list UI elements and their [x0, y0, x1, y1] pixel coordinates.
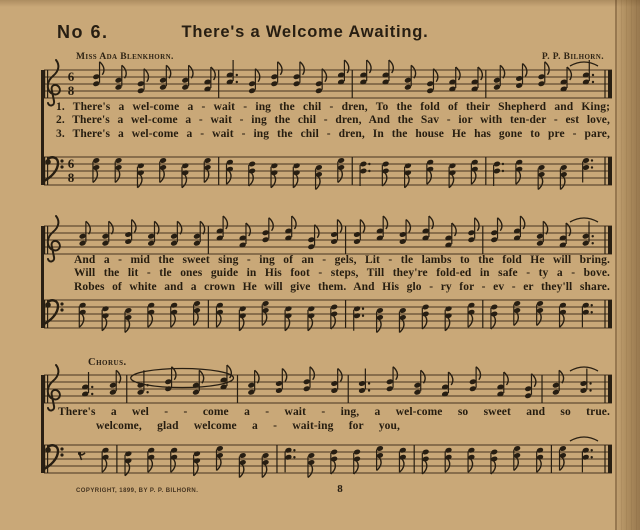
system-brace-3 [41, 375, 44, 473]
composer-credit: P. P. Bilhorn. [541, 52, 604, 62]
lyrics-chorus-2: welcome, glad welcome a - wait-ing for you, [96, 419, 400, 432]
lyrics-verse-1-cont: And a - mid the sweet sing - ing of an - gels, Lit - tle lambs to the fold He will bring. [74, 254, 610, 266]
lyrics-chorus-1: There's a wel - - come a - wait - ing, a wel-come so sweet and so true. [58, 406, 610, 418]
chorus-lyrics-line-1 [58, 406, 610, 419]
lyrics-verse-2-cont: Will the lit - tle ones guide in His foot - steps, Till they're fold-ed in safe - ty a - bove. [74, 267, 610, 280]
svg-text:8: 8 [67, 170, 75, 185]
chorus-lyrics-line-2 [96, 420, 400, 433]
lyrics-verse-3-cont: Robes of white and a crown He will give them. And His glo - ry for - ev - er they'll share. [74, 280, 610, 293]
svg-text:6: 6 [67, 156, 75, 171]
svg-text:6: 6 [67, 69, 75, 84]
lyrics-verse-2: 2. There's a wel-come a - wait - ing the chil - dren, And the Sav - ior with ten-der - est love, [56, 114, 610, 127]
lyrics-verse-3: 3. There's a wel-come a - wait - ing the chil - dren, In the house He has gone to pre - pare, [56, 127, 610, 140]
scan-top-shadow [0, 0, 640, 7]
staff-chorus-bass [38, 429, 618, 491]
svg-text:8: 8 [67, 83, 75, 98]
system-brace-2 [41, 226, 44, 328]
verse-lyrics-block-2 [74, 254, 610, 294]
lyrics-verse-1: 1. There's a wel-come a - wait - ing the chil - dren, To the fold of their Shepherd and King; [56, 101, 610, 113]
staff-verses-a-bass [38, 141, 618, 203]
page-number: 8 [337, 483, 343, 495]
song-number: No 6. [57, 22, 109, 42]
page-title: There's a Welcome Awaiting. [181, 23, 429, 41]
lyricist-credit: Miss Ada Blenkhorn. [76, 52, 174, 62]
copyright-notice: COPYRIGHT, 1899, BY P. P. BILHORN. [76, 488, 199, 494]
page-edge-shadow [617, 0, 640, 530]
verse-lyrics-block-1 [56, 101, 610, 141]
system-brace-1 [41, 70, 44, 185]
chorus-label: Chorus. [88, 357, 127, 368]
